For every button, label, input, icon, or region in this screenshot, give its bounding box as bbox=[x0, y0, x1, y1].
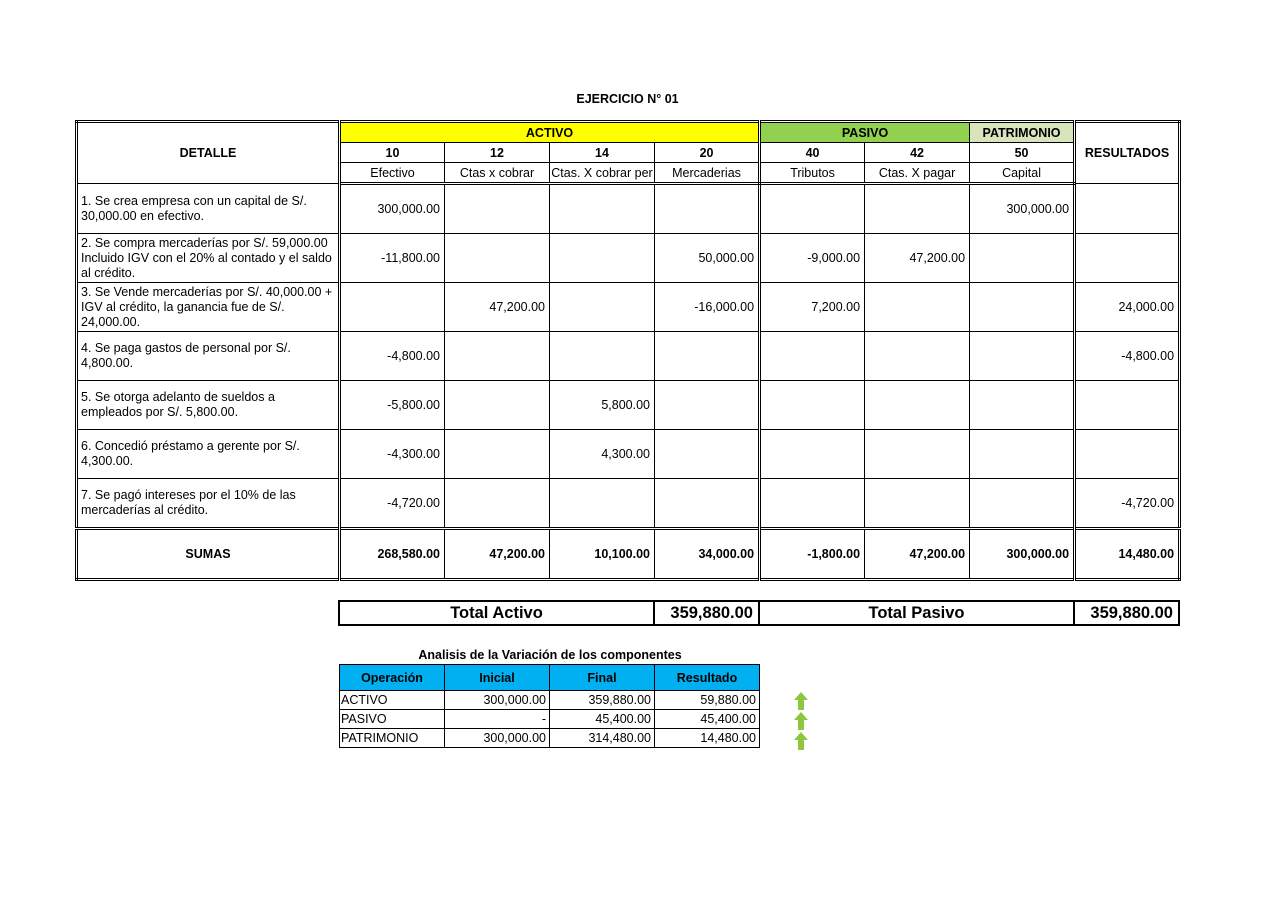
totals-table bbox=[338, 600, 1180, 626]
ledger-row bbox=[77, 234, 1180, 283]
resultados-header: RESULTADOS bbox=[1075, 122, 1180, 184]
ledger-cell: -9,000.00 bbox=[760, 234, 865, 283]
analysis-op: PATRIMONIO bbox=[340, 729, 445, 748]
analysis-inicial: - bbox=[445, 710, 550, 729]
ledger-cell bbox=[970, 381, 1075, 430]
analysis-inicial: 300,000.00 bbox=[445, 729, 550, 748]
ledger-cell bbox=[445, 234, 550, 283]
account-name: Ctas. X cobrar per bbox=[550, 163, 655, 184]
ledger-cell bbox=[655, 430, 760, 479]
page-title: EJERCICIO N° 01 bbox=[576, 92, 679, 106]
sumas-cell: 300,000.00 bbox=[970, 529, 1075, 580]
ledger-row bbox=[77, 381, 1180, 430]
ledger-cell bbox=[445, 184, 550, 234]
ledger-cell bbox=[865, 381, 970, 430]
analysis-header: Final bbox=[550, 665, 655, 691]
account-code: 12 bbox=[445, 143, 550, 163]
ledger-row bbox=[77, 184, 1180, 234]
ledger-cell bbox=[445, 479, 550, 529]
ledger-cell bbox=[970, 283, 1075, 332]
ledger-table bbox=[75, 120, 1181, 581]
total-activo-label: Total Activo bbox=[339, 601, 654, 625]
row-detail: 6. Concedió préstamo a gerente por S/. 4,300.00. bbox=[77, 430, 340, 479]
sumas-cell: 47,200.00 bbox=[445, 529, 550, 580]
account-code: 20 bbox=[655, 143, 760, 163]
ledger-row bbox=[77, 479, 1180, 529]
ledger-cell bbox=[445, 381, 550, 430]
sumas-cell: -1,800.00 bbox=[760, 529, 865, 580]
account-name: Ctas. X pagar bbox=[865, 163, 970, 184]
ledger-cell: -4,720.00 bbox=[340, 479, 445, 529]
ledger-row bbox=[77, 283, 1180, 332]
ledger-cell: 4,300.00 bbox=[550, 430, 655, 479]
ledger-cell: 47,200.00 bbox=[445, 283, 550, 332]
detail-header: DETALLE bbox=[77, 122, 340, 184]
ledger-cell bbox=[655, 381, 760, 430]
ledger-cell: -16,000.00 bbox=[655, 283, 760, 332]
analysis-resultado: 14,480.00 bbox=[655, 729, 760, 748]
ledger-cell bbox=[550, 184, 655, 234]
analysis-header: Operación bbox=[340, 665, 445, 691]
account-code: 42 bbox=[865, 143, 970, 163]
analysis-header: Inicial bbox=[445, 665, 550, 691]
ledger-cell bbox=[760, 479, 865, 529]
ledger-cell bbox=[865, 283, 970, 332]
account-name: Efectivo bbox=[340, 163, 445, 184]
ledger-cell: -11,800.00 bbox=[340, 234, 445, 283]
ledger-cell bbox=[445, 430, 550, 479]
ledger-cell: 300,000.00 bbox=[970, 184, 1075, 234]
ledger-cell: 50,000.00 bbox=[655, 234, 760, 283]
group-activo: ACTIVO bbox=[340, 122, 760, 143]
analysis-op: ACTIVO bbox=[340, 691, 445, 710]
ledger-cell bbox=[445, 332, 550, 381]
up-arrow-icon bbox=[793, 692, 809, 710]
ledger-cell bbox=[550, 283, 655, 332]
ledger-cell bbox=[760, 332, 865, 381]
ledger-cell: -4,800.00 bbox=[340, 332, 445, 381]
account-name: Tributos bbox=[760, 163, 865, 184]
ledger-row bbox=[77, 430, 1180, 479]
ledger-cell bbox=[970, 332, 1075, 381]
analysis-final: 359,880.00 bbox=[550, 691, 655, 710]
ledger-cell bbox=[760, 430, 865, 479]
ledger-cell bbox=[970, 234, 1075, 283]
ledger-cell bbox=[760, 184, 865, 234]
analysis-row bbox=[340, 710, 760, 729]
ledger-cell bbox=[865, 430, 970, 479]
account-code: 14 bbox=[550, 143, 655, 163]
analysis-op: PASIVO bbox=[340, 710, 445, 729]
row-detail: 2. Se compra mercaderías por S/. 59,000.00 Incluido IGV con el 20% al contado y el saldo al crédito. bbox=[77, 234, 340, 283]
analysis-title: Analisis de la Variación de los componentes bbox=[418, 648, 682, 662]
sumas-cell: 10,100.00 bbox=[550, 529, 655, 580]
analysis-final: 45,400.00 bbox=[550, 710, 655, 729]
ledger-cell bbox=[970, 479, 1075, 529]
sumas-cell: 34,000.00 bbox=[655, 529, 760, 580]
total-activo-value: 359,880.00 bbox=[654, 601, 759, 625]
analysis-table bbox=[339, 664, 760, 748]
group-patrimonio: PATRIMONIO bbox=[970, 122, 1075, 143]
group-pasivo: PASIVO bbox=[760, 122, 970, 143]
row-detail: 4. Se paga gastos de personal por S/. 4,800.00. bbox=[77, 332, 340, 381]
ledger-cell bbox=[760, 381, 865, 430]
account-code: 10 bbox=[340, 143, 445, 163]
ledger-cell bbox=[655, 479, 760, 529]
row-detail: 1. Se crea empresa con un capital de S/. 30,000.00 en efectivo. bbox=[77, 184, 340, 234]
account-name: Ctas x cobrar bbox=[445, 163, 550, 184]
total-pasivo-label: Total Pasivo bbox=[759, 601, 1074, 625]
row-detail: 5. Se otorga adelanto de sueldos a empleados por S/. 5,800.00. bbox=[77, 381, 340, 430]
ledger-cell: -4,720.00 bbox=[1075, 479, 1180, 529]
ledger-cell bbox=[1075, 184, 1180, 234]
sumas-label: SUMAS bbox=[77, 529, 340, 580]
account-code: 50 bbox=[970, 143, 1075, 163]
ledger-cell: 24,000.00 bbox=[1075, 283, 1180, 332]
analysis-final: 314,480.00 bbox=[550, 729, 655, 748]
up-arrow-icon bbox=[793, 712, 809, 730]
ledger-cell: 5,800.00 bbox=[550, 381, 655, 430]
ledger-cell bbox=[340, 283, 445, 332]
account-code: 40 bbox=[760, 143, 865, 163]
up-arrow-icon bbox=[793, 732, 809, 750]
sumas-cell: 47,200.00 bbox=[865, 529, 970, 580]
ledger-cell bbox=[1075, 381, 1180, 430]
analysis-resultado: 45,400.00 bbox=[655, 710, 760, 729]
account-name: Capital bbox=[970, 163, 1075, 184]
analysis-resultado: 59,880.00 bbox=[655, 691, 760, 710]
ledger-cell bbox=[550, 332, 655, 381]
ledger-cell bbox=[865, 184, 970, 234]
ledger-cell bbox=[865, 479, 970, 529]
total-pasivo-value: 359,880.00 bbox=[1074, 601, 1179, 625]
ledger-cell bbox=[655, 184, 760, 234]
ledger-cell: 47,200.00 bbox=[865, 234, 970, 283]
ledger-row bbox=[77, 332, 1180, 381]
ledger-cell bbox=[970, 430, 1075, 479]
sumas-cell: 14,480.00 bbox=[1075, 529, 1180, 580]
ledger-cell: -4,800.00 bbox=[1075, 332, 1180, 381]
ledger-cell bbox=[865, 332, 970, 381]
ledger-cell bbox=[550, 479, 655, 529]
ledger-cell bbox=[1075, 234, 1180, 283]
sumas-cell: 268,580.00 bbox=[340, 529, 445, 580]
analysis-header: Resultado bbox=[655, 665, 760, 691]
ledger-cell: 7,200.00 bbox=[760, 283, 865, 332]
sumas-row bbox=[77, 529, 1180, 580]
ledger-cell: -4,300.00 bbox=[340, 430, 445, 479]
ledger-cell: -5,800.00 bbox=[340, 381, 445, 430]
ledger-cell: 300,000.00 bbox=[340, 184, 445, 234]
row-detail: 3. Se Vende mercaderías por S/. 40,000.00 + IGV al crédito, la ganancia fue de S/. 24,000.00. bbox=[77, 283, 340, 332]
analysis-row bbox=[340, 729, 760, 748]
ledger-cell bbox=[655, 332, 760, 381]
account-name: Mercaderias bbox=[655, 163, 760, 184]
ledger-body bbox=[77, 184, 1180, 580]
row-detail: 7. Se pagó intereses por el 10% de las mercaderías al crédito. bbox=[77, 479, 340, 529]
analysis-row bbox=[340, 691, 760, 710]
ledger-cell bbox=[1075, 430, 1180, 479]
ledger-cell bbox=[550, 234, 655, 283]
analysis-inicial: 300,000.00 bbox=[445, 691, 550, 710]
